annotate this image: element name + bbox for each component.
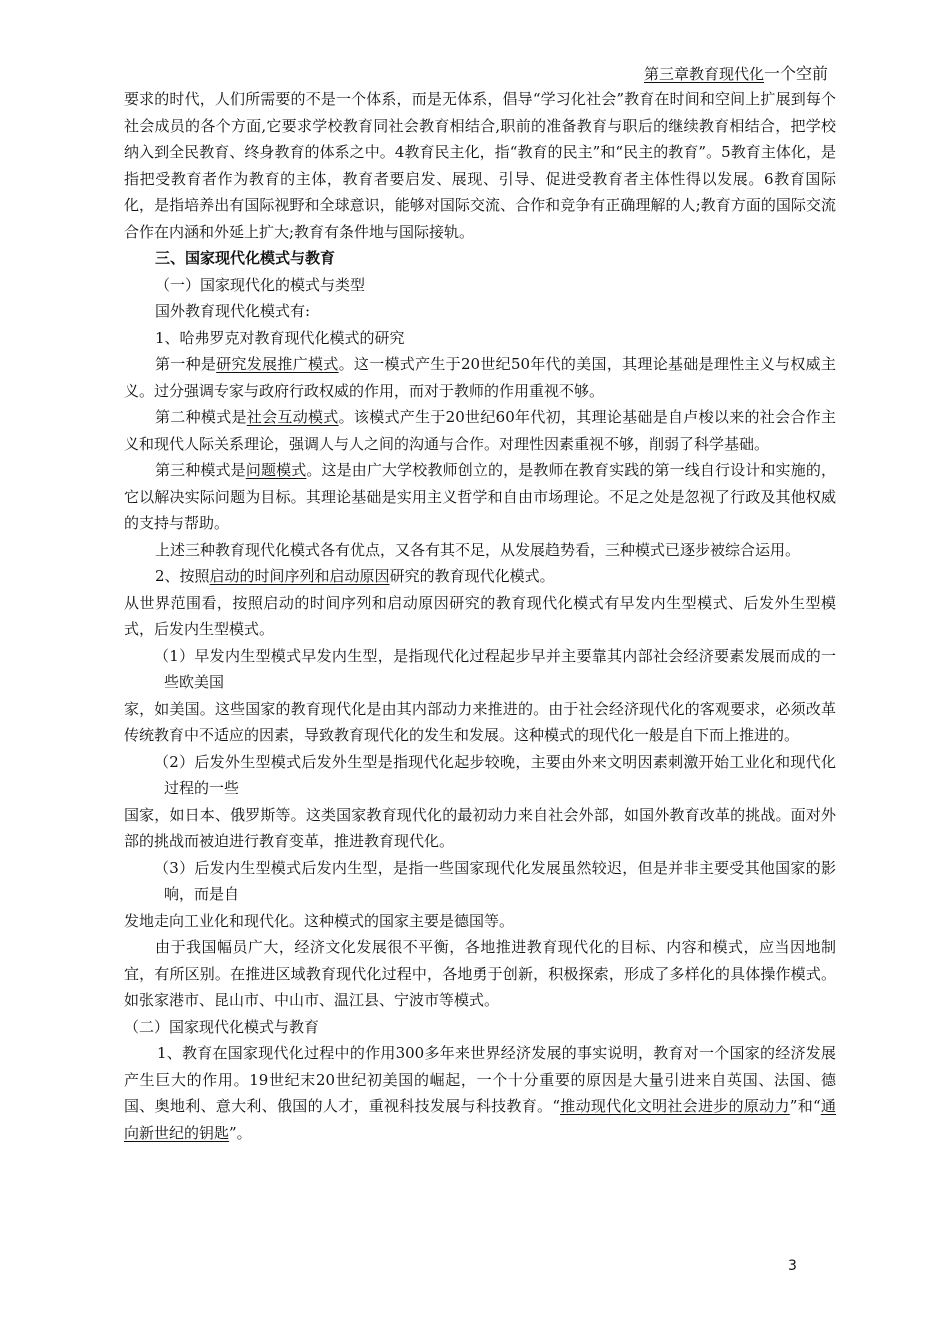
text-span: 。这一模式产生于20世纪50年代的美国，其理论基础是理性主义与权威主义。过分强调专家与政府行政权威的作用，而对于教师的作用重视不够。 — [124, 355, 836, 400]
paragraph-type-2-body: 国家，如日本、俄罗斯等。这类国家教育现代化的最初动力来自社会外部，如国外教育改革的挑战。面对外部的挑战而被迫进行教育变革，推进教育现代化。 — [124, 805, 836, 850]
text-span: ”。 — [229, 1123, 252, 1142]
paragraph-model-3 — [124, 457, 836, 537]
paragraph: 从世界范围看，按照启动的时间序列和启动原因研究的教育现代化模式有早发内生型模式、后发外生型模式，后发内生型模式。 — [124, 593, 836, 638]
paragraph-summary: 上述三种教育现代化模式各有优点，又各有其不足，从发展趋势看，三种模式已逐步被综合运用。 — [155, 540, 801, 559]
paragraph-type-3-head: （3）后发内生型模式后发内生型，是指一些国家现代化发展虽然较迟，但是并非主要受其他国家的影响，而是自 — [154, 858, 836, 903]
text-span: 。这是由广大学校教师创立的，是教师在教育实践的第一线自行设计和实施的，它以解决实际问题为目标。其理论基础是实用主义哲学和自由市场理论。不足之处是忽视了行政及其他权威的支持与帮助。 — [124, 461, 836, 532]
text-span: 第二种模式是 — [155, 408, 247, 426]
text-span: 1、教育在国家现代化过程中的作用300多年来世界经济发展的事实说明，教育对一个国家的经济发展产生巨大的作用。19世纪末20世纪初美国的崛起，一个十分重要的原因是大量引进来自英国、法国、德国、奥地利、意大利、俄国的人才，重视科技发展与科技教育。“ — [124, 1044, 836, 1115]
paragraph-heading-2 — [124, 563, 836, 590]
text-span: 第三种模式是 — [155, 461, 246, 479]
underlined-term: 通向新世纪的钥匙 — [124, 1097, 836, 1142]
header-chapter: 第三章教育现代化 — [643, 65, 764, 83]
text-span: 研究的教育现代化模式。 — [389, 567, 555, 585]
paragraph-china: 由于我国幅员广大，经济文化发展很不平衡，各地推进教育现代化的目标、内容和模式，应当因地制宜，有所区别。在推进区域教育现代化过程中，各地勇于创新，积极探索，形成了多样化的具体操作模式。如张家港市、昆山市、中山市、温江县、宁波市等模式。 — [124, 938, 836, 1009]
text-span: ”和“ — [789, 1097, 821, 1115]
paragraph-type-1-body: 家，如美国。这些国家的教育现代化是由其内部动力来推进的。由于社会经济现代化的客观要求，必须改革传统教育中不适应的因素，导致教育现代化的发生和发展。这种模式的现代化一般是自下而上推进的。 — [124, 699, 836, 744]
paragraph-model-1 — [124, 351, 836, 404]
paragraph-continuation: 要求的时代，人们所需要的不是一个体系，而是无体系，倡导“学习化社会”教育在时间和空间上扩展到每个社会成员的各个方面,它要求学校教育同社会教育相结合,职前的准备教育与职后的继续教育相结合，把学校纳入到全民教育、终身教育的体系之中。4教育民主化，指“教育的民主”和“民主的教育”。5教育主体化，是指把受教育者作为教育的主体，教育者要启发、展现、引导、促进受教育者主体性得以发展。6教育国际化，是指培养出有国际视野和全球意识，能够对国际交流、合作和竞争有正确理解的人;教育方面的国际交流合作在内涵和外延上扩大;教育有条件地与国际接轨。 — [124, 90, 836, 241]
underlined-term: 问题模式 — [245, 461, 307, 479]
underlined-term: 研究发展推广模式 — [216, 355, 339, 373]
paragraph-type-2-head: （2）后发外生型模式后发外生型是指现代化起步较晚，主要由外来文明因素刺激开始工业化和现代化过程的一些 — [154, 752, 836, 797]
subsection-heading: （一）国家现代化的模式与类型 — [155, 275, 366, 294]
paragraph: 1、哈弗罗克对教育现代化模式的研究 — [155, 328, 405, 347]
subsection-heading-2: （二）国家现代化模式与教育 — [124, 1017, 320, 1036]
paragraph: 国外教育现代化模式有: — [155, 302, 311, 320]
underlined-term: 推动现代化文明社会进步的原动力 — [559, 1097, 790, 1115]
text-span: 2、按照 — [155, 567, 210, 585]
body-text — [124, 86, 836, 1146]
paragraph-model-2 — [124, 404, 836, 457]
underlined-term: 社会互动模式 — [246, 408, 339, 426]
paragraph-role — [124, 1040, 836, 1146]
section-heading: 三、国家现代化模式与教育 — [155, 249, 336, 267]
header-tail: 一个空前 — [763, 64, 828, 83]
paragraph-type-1-head: （1）早发内生型模式早发内生型，是指现代化过程起步早并主要靠其内部社会经济要素发展而成的一些欧美国 — [154, 646, 836, 691]
text-span: 第一种是 — [155, 355, 217, 373]
page-header — [644, 64, 828, 84]
text-span: 。该模式产生于20世纪60年代初，其理论基础是自卢梭以来的社会合作主义和现代人际关系理论，强调人与人之间的沟通与合作。对理性因素重视不够，削弱了科学基础。 — [124, 408, 836, 453]
page-number: 3 — [788, 1258, 797, 1274]
paragraph-type-3-body: 发地走向工业化和现代化。这种模式的国家主要是德国等。 — [124, 911, 515, 930]
underlined-term: 启动的时间序列和启动原因 — [209, 567, 390, 585]
